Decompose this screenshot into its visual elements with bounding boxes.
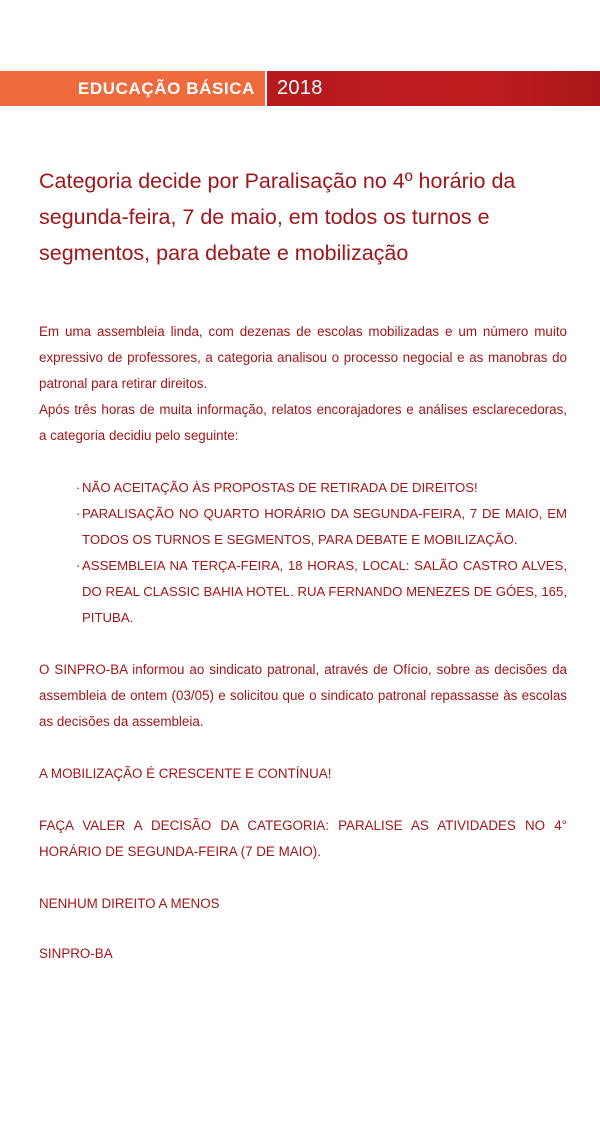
decision-list: [76, 475, 567, 631]
decision-item: · ASSEMBLEIA NA TERÇA-FEIRA, 18 HORAS, LOCAL: SALÃO CASTRO ALVES, DO REAL CLASSIC BAHIA HOTEL. RUA FERNANDO MENEZES DE GÓES, 165, PITUBA.: [76, 553, 567, 631]
section-label: EDUCAÇÃO BÁSICA: [77, 78, 255, 98]
slogan-mobilization: A MOBILIZAÇÃO É CRESCENTE E CONTÍNUA!: [39, 766, 332, 781]
decision-item: · NÃO ACEITAÇÃO ÀS PROPOSTAS DE RETIRADA DE DIREITOS!: [76, 475, 567, 501]
year-box: [267, 71, 600, 106]
headline: Categoria decide por Paralisação no 4º horário da segunda-feira, 7 de maio, em todos os turnos e segmentos, para debate e mobilização: [39, 169, 516, 265]
slogan-no-rights-less: NENHUM DIREITO A MENOS: [39, 896, 220, 911]
decision-item: · PARALISAÇÃO NO QUARTO HORÁRIO DA SEGUNDA-FEIRA, 7 DE MAIO, EM TODOS OS TURNOS E SEGMENTOS, PARA DEBATE E MOBILIZAÇÃO.: [76, 501, 567, 553]
paragraph-notice: O SINPRO-BA informou ao sindicato patronal, através de Ofício, sobre as decisões da assembleia de ontem (03/05) e solicitou que o sindicato patronal repassasse às escolas as decisões da assembleia.: [39, 662, 567, 729]
paragraph-intro: Em uma assembleia linda, com dezenas de escolas mobilizadas e um número muito expressivo de professores, a categoria analisou o processo negocial e as manobras do patronal para retirar direitos.: [39, 324, 567, 391]
signature: SINPRO-BA: [39, 946, 113, 961]
slogan-strike-call: FAÇA VALER A DECISÃO DA CATEGORIA: PARALISE AS ATIVIDADES NO 4° HORÁRIO DE SEGUNDA-FEIRA (7 DE MAIO).: [39, 818, 567, 859]
article-body: [39, 319, 567, 967]
paragraph-summary: Após três horas de muita informação, relatos encorajadores e análises esclarecedoras, a categoria decidiu pelo seguinte:: [39, 402, 567, 443]
section-label-box: [0, 71, 265, 106]
header-band: [0, 71, 600, 106]
year-label: 2018: [277, 77, 323, 99]
